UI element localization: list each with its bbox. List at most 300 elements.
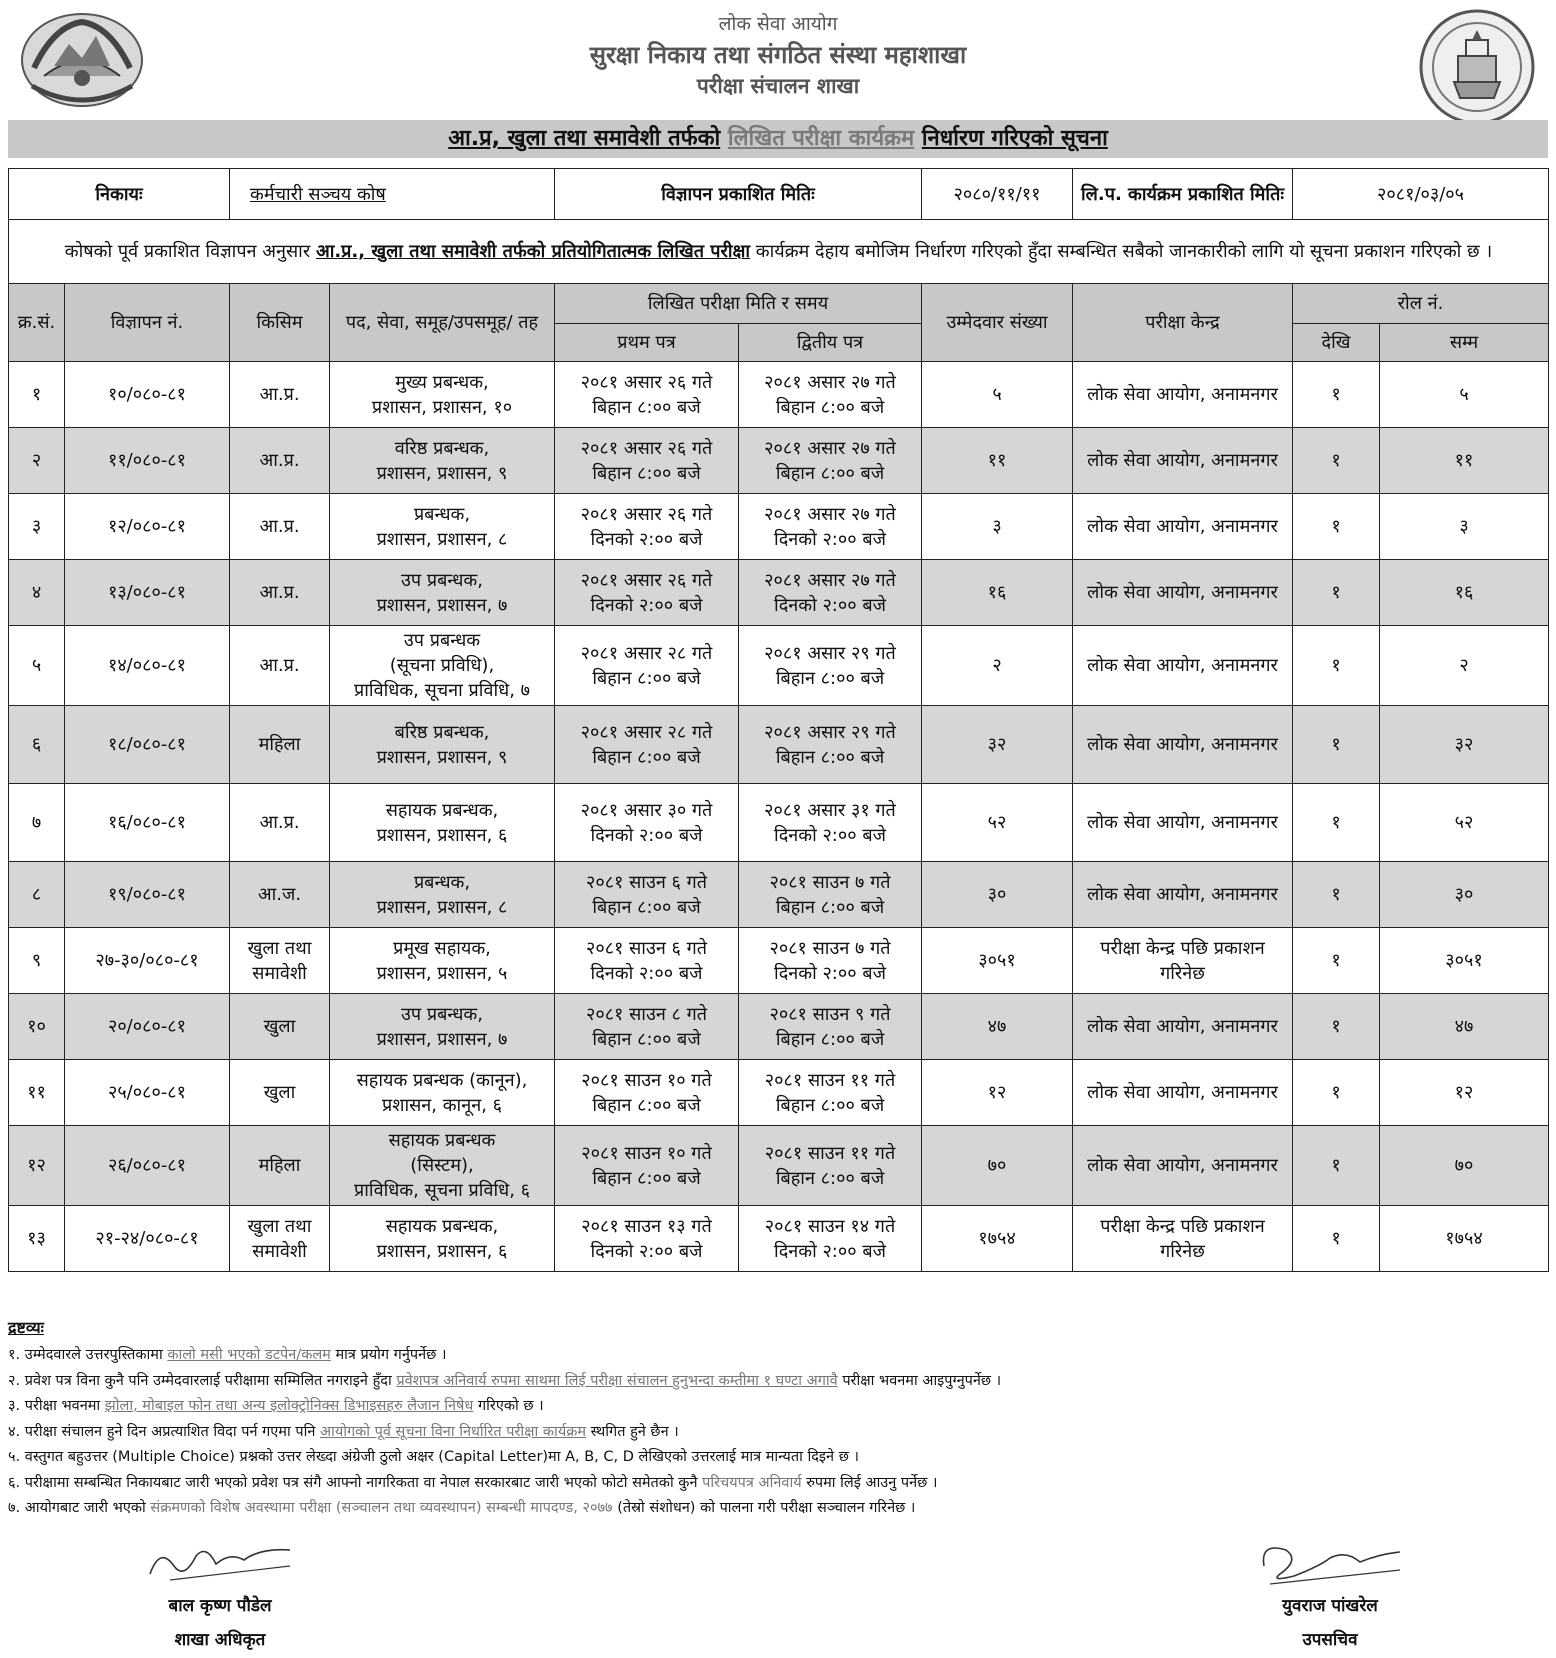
cell-type-line: आ.प्र. — [259, 582, 300, 603]
cell-post-line: प्रशासन, प्रशासन, ८ — [376, 528, 508, 550]
cell-roll-from-line: १ — [1331, 950, 1341, 971]
title-part3: निर्धारण गरिएको सूचना — [921, 126, 1108, 151]
cell-post-line: उप प्रबन्धक, — [401, 569, 483, 591]
cell-paper1-line: बिहान ८:०० बजे — [592, 462, 701, 484]
cell-type-line: महिला — [258, 1155, 301, 1176]
note-5: ५. वस्तुगत बहुउत्तर (Multiple Choice) प्रश्नको उत्तर लेख्दा अंग्रेजी ठुलो अक्षर (Capital Letter)मा A, B, C, D लेखिएको उत्तरलाई मात्र मान्यता दिइने छ । — [8, 1449, 859, 1465]
cell-center — [1073, 1206, 1293, 1272]
cell-count — [922, 706, 1073, 784]
cell-paper1 — [555, 494, 739, 560]
cell-roll-from-line: १ — [1331, 1016, 1341, 1037]
left-signatory-role: शाखा अधिकृत — [174, 1630, 266, 1650]
cell-paper2 — [739, 784, 922, 862]
cell-paper1 — [555, 928, 739, 994]
cell-type — [230, 1206, 330, 1272]
cell-center — [1073, 1126, 1293, 1206]
cell-sn — [9, 706, 65, 784]
cell-sn — [9, 1060, 65, 1126]
meta-row — [9, 169, 1549, 220]
cell-count — [922, 560, 1073, 626]
cell-type-line: खुला तथा समावेशी — [247, 1215, 312, 1262]
cell-sn — [9, 494, 65, 560]
cell-roll-to-line: ७० — [1454, 1155, 1474, 1176]
cell-adv — [65, 994, 230, 1060]
cell-roll-to — [1380, 1206, 1549, 1272]
vigyapan-date-label: विज्ञापन प्रकाशित मितिः — [555, 169, 922, 220]
cell-roll-to-line: १७५४ — [1445, 1228, 1483, 1249]
cell-adv — [65, 928, 230, 994]
cell-center-line: परीक्षा केन्द्र पछि प्रकाशन — [1100, 1215, 1265, 1237]
signature-left — [120, 1536, 320, 1653]
cell-center-line: लोक सेवा आयोग, अनामनगर — [1087, 582, 1278, 603]
cell-center — [1073, 362, 1293, 428]
cell-roll-from-line: १ — [1331, 884, 1341, 905]
cell-adv — [65, 784, 230, 862]
note-2: २. प्रवेश पत्र विना कुनै पनि उम्मेदवारलाई परीक्षामा सम्मिलित नगराइने हुँदा प्रवेशपत्र अनिवार्य रुपमा साथमा लिई परीक्षा संचालन हुनुभन्दा कम्तीमा १ घण्टा अगावै परीक्षा भवनमा आइपुग्नुपर्नेछ । — [8, 1372, 1002, 1389]
cell-count-line: ३० — [987, 884, 1007, 905]
intro-part3: कार्यक्रम देहाय बमोजिम निर्धारण गरिएको हुँदा सम्बन्धित सबैको जानकारीको लागि यो सूचना प्रकाशन गरिएको छ । — [755, 241, 1493, 262]
vigyapan-date: २०८०/११/११ — [922, 169, 1073, 220]
cell-post-line: मुख्य प्रबन्धक, — [395, 371, 489, 393]
cell-paper2-line: बिहान ८:०० बजे — [775, 396, 885, 418]
cell-count — [922, 1126, 1073, 1206]
cell-post-line: सहायक प्रबन्धक, — [385, 1215, 499, 1237]
cell-center-line: लोक सेवा आयोग, अनामनगर — [1087, 734, 1278, 755]
table-row — [9, 862, 1549, 928]
cell-paper2-line: २०८१ असार २७ गते — [764, 371, 896, 393]
cell-paper2-line: २०८१ साउन १४ गते — [764, 1215, 896, 1237]
cell-roll-to — [1380, 994, 1549, 1060]
cell-paper1-line: २०८१ असार २८ गते — [580, 721, 713, 743]
cell-post — [330, 784, 555, 862]
cell-roll-from — [1293, 494, 1380, 560]
cell-sn-line: ६ — [31, 734, 42, 755]
cell-count — [922, 1206, 1073, 1272]
cell-paper2-line: २०८१ साउन ७ गते — [769, 937, 891, 959]
cell-paper1-line: २०८१ साउन १० गते — [581, 1142, 712, 1164]
cell-adv — [65, 1060, 230, 1126]
cell-post-line: प्रशासन, प्रशासन, ८ — [376, 896, 508, 918]
cell-type-line: आ.प्र. — [259, 516, 300, 537]
cell-post-line: प्रशासन, प्रशासन, १० — [371, 396, 513, 418]
col-post: पद, सेवा, समूह/उपसमूह/ तह — [330, 284, 555, 362]
cell-roll-to-line: ११ — [1454, 450, 1474, 471]
cell-roll-to-line: ३०५१ — [1445, 950, 1483, 971]
cell-roll-from-line: १ — [1331, 812, 1341, 833]
col-roll-to: सम्म — [1380, 324, 1549, 362]
cell-type — [230, 362, 330, 428]
cell-roll-to — [1380, 784, 1549, 862]
cell-paper1 — [555, 1206, 739, 1272]
cell-center — [1073, 706, 1293, 784]
section-name: परीक्षा संचालन शाखा — [696, 74, 860, 98]
cell-sn-line: १० — [27, 1016, 46, 1037]
cell-roll-to — [1380, 362, 1549, 428]
cell-adv-line: २०/०८०-८१ — [107, 1016, 187, 1037]
col-sn: क्र.सं. — [9, 284, 65, 362]
cell-post-line: प्रशासन, प्रशासन, ९ — [376, 462, 508, 484]
cell-paper1-line: बिहान ८:०० बजे — [592, 896, 701, 918]
cell-roll-from-line: १ — [1331, 734, 1341, 755]
cell-post-line: प्रमूख सहायक, — [393, 937, 491, 959]
cell-adv-line: १६/०८०-८१ — [107, 812, 187, 833]
title-part1: आ.प्र, खुला तथा समावेशी तर्फको — [448, 126, 721, 151]
cell-sn — [9, 1126, 65, 1206]
cell-paper2-line: २०८१ साउन ११ गते — [764, 1142, 896, 1164]
cell-paper2-line: २०८१ असार २७ गते — [764, 503, 896, 525]
cell-roll-to — [1380, 706, 1549, 784]
cell-paper1 — [555, 626, 739, 706]
cell-adv — [65, 428, 230, 494]
cell-center — [1073, 626, 1293, 706]
cell-paper1-line: २०८१ असार २६ गते — [580, 437, 713, 459]
cell-paper2-line: बिहान ८:०० बजे — [775, 462, 885, 484]
cell-post-line: वरिष्ठ प्रबन्धक, — [394, 437, 490, 459]
cell-type-line: खुला — [263, 1082, 296, 1103]
cell-paper2-line: २०८१ साउन ११ गते — [764, 1069, 896, 1091]
cell-post — [330, 706, 555, 784]
cell-paper2 — [739, 1126, 922, 1206]
cell-type — [230, 994, 330, 1060]
cell-paper1-line: २०८१ असार २८ गते — [580, 642, 713, 664]
right-signatory-role: उपसचिव — [1302, 1630, 1358, 1650]
cell-roll-from — [1293, 928, 1380, 994]
cell-adv — [65, 862, 230, 928]
cell-sn-line: ११ — [27, 1082, 46, 1103]
cell-paper2-line: बिहान ८:०० बजे — [775, 1167, 885, 1189]
cell-count — [922, 862, 1073, 928]
cell-paper2 — [739, 428, 922, 494]
cell-post-line: प्रशासन, प्रशासन, ७ — [376, 1028, 508, 1050]
cell-post-line: प्रशासन, प्रशासन, ७ — [376, 594, 508, 616]
cell-center-line: लोक सेवा आयोग, अनामनगर — [1087, 384, 1278, 405]
cell-post-line: प्रशासन, कानून, ६ — [381, 1094, 502, 1116]
table-row — [9, 428, 1549, 494]
cell-roll-to-line: ३२ — [1454, 734, 1474, 755]
cell-sn-line: २ — [31, 450, 42, 471]
cell-adv — [65, 626, 230, 706]
table-body — [9, 362, 1549, 1272]
cell-roll-from-line: १ — [1331, 516, 1341, 537]
cell-type — [230, 560, 330, 626]
cell-paper2 — [739, 362, 922, 428]
table-row — [9, 560, 1549, 626]
cell-paper2-line: २०८१ असार ३१ गते — [764, 799, 896, 821]
cell-roll-from-line: १ — [1331, 1155, 1341, 1176]
cell-center-line: गरिनेछ — [1160, 1240, 1205, 1262]
cell-paper1-line: २०८१ साउन १३ गते — [581, 1215, 712, 1237]
cell-paper2 — [739, 706, 922, 784]
cell-paper2 — [739, 1060, 922, 1126]
cell-roll-from — [1293, 560, 1380, 626]
cell-roll-to — [1380, 560, 1549, 626]
cell-center — [1073, 928, 1293, 994]
cell-center-line: लोक सेवा आयोग, अनामनगर — [1087, 1082, 1278, 1103]
cell-roll-to — [1380, 494, 1549, 560]
cell-sn — [9, 1206, 65, 1272]
cell-count — [922, 362, 1073, 428]
cell-paper2 — [739, 862, 922, 928]
cell-adv-line: २७-३०/०८०-८१ — [95, 950, 199, 971]
signature-scrawl-icon — [1250, 1536, 1410, 1588]
cell-paper2-line: दिनको २:०० बजे — [774, 528, 886, 550]
cell-paper2-line: बिहान ८:०० बजे — [775, 1028, 885, 1050]
cell-roll-to-line: ३ — [1459, 516, 1469, 537]
signature-scrawl-icon — [140, 1536, 300, 1588]
cell-count-line: ४७ — [987, 1016, 1007, 1037]
cell-sn — [9, 862, 65, 928]
cell-roll-to — [1380, 428, 1549, 494]
cell-roll-to — [1380, 1060, 1549, 1126]
cell-roll-to — [1380, 1126, 1549, 1206]
cell-paper1 — [555, 862, 739, 928]
cell-paper2-line: दिनको २:०० बजे — [774, 1240, 886, 1262]
cell-count-line: ३०५१ — [978, 950, 1016, 971]
table-row — [9, 626, 1549, 706]
cell-paper1 — [555, 1126, 739, 1206]
col-roll: रोल नं. — [1293, 284, 1549, 324]
cell-paper2-line: २०८१ असार २७ गते — [764, 437, 896, 459]
left-signatory-name: बाल कृष्ण पौडेल — [168, 1596, 272, 1616]
cell-paper1-line: २०८१ असार २६ गते — [580, 371, 713, 393]
cell-adv-line: १८/०८०-८१ — [107, 734, 187, 755]
cell-adv-line: ११/०८०-८१ — [107, 450, 187, 471]
cell-paper2 — [739, 1206, 922, 1272]
cell-count-line: ७० — [987, 1155, 1007, 1176]
cell-paper2 — [739, 494, 922, 560]
cell-paper2 — [739, 560, 922, 626]
cell-type-line: खुला — [263, 1016, 296, 1037]
notes-heading: द्रष्टव्यः — [8, 1318, 44, 1337]
cell-adv-line: १२/०८०-८१ — [107, 516, 187, 537]
program-date: २०८१/०३/०५ — [1293, 169, 1549, 220]
cell-roll-from — [1293, 994, 1380, 1060]
title-part2: लिखित परीक्षा कार्यक्रम — [727, 126, 915, 151]
cell-paper2-line: २०८१ साउन ७ गते — [769, 871, 891, 893]
cell-center-line: लोक सेवा आयोग, अनामनगर — [1087, 1155, 1278, 1176]
cell-type — [230, 928, 330, 994]
cell-post — [330, 994, 555, 1060]
cell-count-line: ५ — [992, 384, 1002, 405]
cell-center — [1073, 994, 1293, 1060]
cell-roll-from-line: १ — [1331, 582, 1341, 603]
cell-adv — [65, 1126, 230, 1206]
table-row — [9, 994, 1549, 1060]
col-exam: लिखित परीक्षा मिति र समय — [555, 284, 922, 324]
cell-post-line: सहायक प्रबन्धक, — [385, 799, 499, 821]
cell-roll-from — [1293, 862, 1380, 928]
cell-type — [230, 428, 330, 494]
cell-count-line: ३ — [992, 516, 1002, 537]
exam-schedule-table — [8, 168, 1549, 1272]
cell-roll-from-line: १ — [1331, 1228, 1341, 1249]
program-date-label: लि.प. कार्यक्रम प्रकाशित मितिः — [1073, 169, 1293, 220]
cell-center — [1073, 1060, 1293, 1126]
cell-type — [230, 784, 330, 862]
cell-adv-line: २५/०८०-८१ — [107, 1082, 187, 1103]
cell-adv — [65, 1206, 230, 1272]
cell-paper1-line: दिनको २:०० बजे — [590, 962, 703, 984]
cell-count-line: १२ — [987, 1082, 1007, 1103]
cell-paper2-line: २०८१ असार २९ गते — [764, 721, 896, 743]
cell-paper1-line: बिहान ८:०० बजे — [592, 1094, 701, 1116]
cell-center — [1073, 862, 1293, 928]
cell-sn — [9, 626, 65, 706]
cell-count — [922, 428, 1073, 494]
cell-roll-from — [1293, 1060, 1380, 1126]
cell-paper1 — [555, 784, 739, 862]
table-row — [9, 1206, 1549, 1272]
cell-sn — [9, 560, 65, 626]
cell-paper1-line: २०८१ साउन ६ गते — [585, 937, 708, 959]
cell-post-line: प्रबन्धक, — [413, 503, 471, 525]
cell-paper1-line: २०८१ असार २६ गते — [580, 569, 713, 591]
note-7: ७. आयोगबाट जारी भएको संक्रमणको विशेष अवस्थामा परीक्षा (सञ्चालन तथा व्यवस्थापन) सम्बन्धी मापदण्ड, २०७७ (तेस्रो संशोधन) को पालना गरी परीक्षा सञ्चालन गरिनेछ । — [8, 1500, 916, 1516]
table-row — [9, 1060, 1549, 1126]
cell-count-line: ५२ — [987, 812, 1007, 833]
cell-center-line: लोक सेवा आयोग, अनामनगर — [1087, 812, 1278, 833]
cell-paper1-line: २०८१ असार ३० गते — [580, 799, 713, 821]
cell-roll-from — [1293, 784, 1380, 862]
cell-type-line: आ.ज. — [257, 884, 302, 905]
cell-paper2-line: दिनको २:०० बजे — [774, 594, 886, 616]
cell-post — [330, 1206, 555, 1272]
cell-post-line: प्रशासन, प्रशासन, ९ — [376, 746, 508, 768]
cell-count-line: १६ — [987, 582, 1007, 603]
cell-count-line: ११ — [987, 450, 1007, 471]
cell-roll-from — [1293, 1126, 1380, 1206]
cell-adv-line: १०/०८०-८१ — [107, 384, 187, 405]
cell-paper1 — [555, 362, 739, 428]
cell-type-line: खुला तथा समावेशी — [247, 937, 312, 984]
cell-roll-from — [1293, 1206, 1380, 1272]
col-roll-from: देखि — [1293, 324, 1380, 362]
cell-sn-line: ४ — [31, 582, 42, 603]
cell-paper2-line: बिहान ८:०० बजे — [775, 896, 885, 918]
cell-post — [330, 494, 555, 560]
cell-post-line: उप प्रबन्धक — [403, 630, 481, 651]
col-paper1: प्रथम पत्र — [555, 324, 739, 362]
cell-paper2 — [739, 994, 922, 1060]
note-6: ६. परीक्षामा सम्बन्धित निकायबाट जारी भएको प्रवेश पत्र संगै आफ्नो नागरिकता वा नेपाल सरकारबाट जारी भएको फोटो समेतको कुनै परिचयपत्र अनिवार्य रुपमा लिई आउनु पर्नेछ । — [8, 1474, 938, 1491]
cell-center-line: परीक्षा केन्द्र पछि प्रकाशन — [1100, 937, 1265, 959]
org-name: लोक सेवा आयोग — [718, 13, 838, 35]
cell-center — [1073, 428, 1293, 494]
cell-paper1 — [555, 994, 739, 1060]
nikay-value: कर्मचारी सञ्चय कोष — [230, 169, 555, 220]
nikay-label: निकायः — [9, 169, 230, 220]
cell-roll-to-line: ४७ — [1454, 1016, 1474, 1037]
cell-paper1-line: २०८१ साउन १० गते — [581, 1069, 712, 1091]
cell-center — [1073, 494, 1293, 560]
cell-post — [330, 928, 555, 994]
table-row — [9, 928, 1549, 994]
cell-paper2-line: दिनको २:०० बजे — [774, 962, 886, 984]
notes-section — [8, 1316, 1548, 1522]
table-row — [9, 784, 1549, 862]
cell-center-line: लोक सेवा आयोग, अनामनगर — [1087, 1016, 1278, 1037]
col-paper2: द्वितीय पत्र — [739, 324, 922, 362]
cell-paper1-line: बिहान ८:०० बजे — [592, 1028, 701, 1050]
cell-roll-to-line: ५२ — [1454, 812, 1474, 833]
cell-roll-to — [1380, 928, 1549, 994]
cell-center — [1073, 560, 1293, 626]
cell-paper2-line: बिहान ८:०० बजे — [775, 746, 885, 768]
cell-adv — [65, 706, 230, 784]
cell-paper2-line: २०८१ असार २९ गते — [764, 642, 896, 664]
cell-roll-to-line: ५ — [1459, 384, 1469, 405]
intro-part1: कोषको पूर्व प्रकाशित विज्ञापन अनुसार — [64, 241, 311, 262]
cell-paper1-line: २०८१ असार २६ गते — [580, 503, 713, 525]
cell-count-line: १७५४ — [978, 1228, 1016, 1249]
cell-post-line: प्रशासन, प्रशासन, ५ — [376, 962, 508, 984]
table-row — [9, 362, 1549, 428]
cell-post-line: प्राविधिक, सूचना प्रविधि, ६ — [354, 1180, 530, 1201]
cell-adv-line: १९/०८०-८१ — [107, 884, 187, 905]
cell-paper1 — [555, 560, 739, 626]
cell-post — [330, 428, 555, 494]
cell-center-line: गरिनेछ — [1160, 962, 1205, 984]
cell-type — [230, 494, 330, 560]
cell-post — [330, 626, 555, 706]
cell-sn — [9, 362, 65, 428]
cell-post — [330, 1126, 555, 1206]
cell-paper1-line: दिनको २:०० बजे — [590, 594, 703, 616]
cell-roll-from-line: १ — [1331, 450, 1341, 471]
cell-count — [922, 994, 1073, 1060]
cell-sn — [9, 784, 65, 862]
cell-type-line: आ.प्र. — [259, 812, 300, 833]
cell-sn-line: ५ — [31, 655, 42, 676]
cell-type — [230, 862, 330, 928]
cell-sn-line: १३ — [27, 1228, 46, 1249]
psc-seal-icon — [1414, 8, 1540, 126]
cell-sn-line: ८ — [31, 884, 42, 905]
intro-part2: आ.प्र., खुला तथा समावेशी तर्फको प्रतियोगितात्मक लिखित परीक्षा — [315, 241, 751, 262]
cell-roll-from-line: १ — [1331, 655, 1341, 676]
cell-post-line: प्राविधिक, सूचना प्रविधि, ७ — [354, 680, 530, 701]
cell-center — [1073, 784, 1293, 862]
cell-center-line: लोक सेवा आयोग, अनामनगर — [1087, 516, 1278, 537]
cell-paper1-line: बिहान ८:०० बजे — [592, 396, 701, 418]
cell-paper1-line: दिनको २:०० बजे — [590, 528, 703, 550]
cell-type — [230, 706, 330, 784]
col-center: परीक्षा केन्द्र — [1073, 284, 1293, 362]
cell-adv — [65, 560, 230, 626]
cell-paper1-line: दिनको २:०० बजे — [590, 1240, 703, 1262]
header-row-1 — [9, 284, 1549, 324]
cell-count-line: ३२ — [987, 734, 1007, 755]
cell-paper2-line: दिनको २:०० बजे — [774, 824, 886, 846]
cell-roll-to-line: १२ — [1454, 1082, 1474, 1103]
cell-post-line: प्रबन्धक, — [413, 871, 471, 893]
cell-roll-from — [1293, 362, 1380, 428]
note-3: ३. परीक्षा भवनमा झोला, मोबाइल फोन तथा अन्य इलोक्ट्रोनिक्स डिभाइसहरु लैजान निषेध गरिएको छ । — [8, 1398, 544, 1414]
cell-paper1 — [555, 1060, 739, 1126]
cell-adv — [65, 362, 230, 428]
signature-right — [1230, 1536, 1430, 1653]
table-row — [9, 1126, 1549, 1206]
cell-adv-line: १४/०८०-८१ — [107, 655, 187, 676]
cell-count-line: २ — [992, 655, 1002, 676]
cell-paper2-line: बिहान ८:०० बजे — [775, 667, 885, 689]
cell-paper1-line: बिहान ८:०० बजे — [592, 667, 701, 689]
cell-post — [330, 362, 555, 428]
cell-roll-from — [1293, 706, 1380, 784]
intro-text — [9, 220, 1549, 284]
cell-sn-line: ९ — [31, 950, 42, 971]
cell-post-line: सहायक प्रबन्धक (कानून), — [356, 1069, 528, 1091]
